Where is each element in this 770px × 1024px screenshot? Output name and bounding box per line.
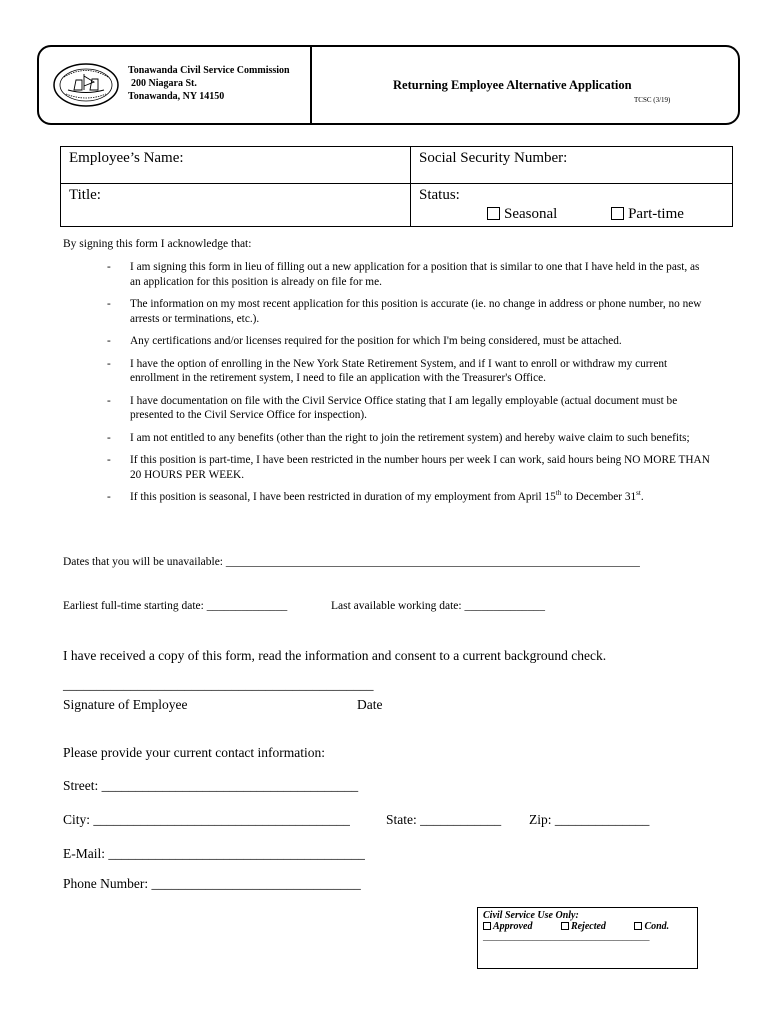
phone-field[interactable]: Phone Number: _______________________________ (63, 876, 361, 891)
street-field[interactable]: Street: ______________________________________ (63, 778, 359, 793)
list-item: - If this position is part-time, I have been restricted in the number hours per week I can work, said hours being NO MORE THAN 20 HOURS PER WEEK. (107, 454, 710, 481)
cond-checkbox[interactable] (634, 922, 642, 930)
ack-text: I am not entitled to any benefits (other than the right to join the retirement system) and hereby waive claim to such benefits; (130, 431, 690, 444)
ssn-label: Social Security Number: (419, 150, 568, 166)
signature-line[interactable]: ______________________________________________ (63, 677, 374, 692)
employee-name-field[interactable] (61, 147, 411, 184)
employee-name-label: Employee’s Name: (69, 150, 184, 166)
zip-field[interactable]: Zip: ______________ (529, 812, 650, 827)
employee-info-table (60, 146, 733, 227)
city-seal-logo (52, 62, 120, 108)
acknowledgement-list (107, 260, 712, 513)
org-block (128, 64, 290, 103)
status-field (411, 184, 733, 227)
date-label: Date (357, 697, 383, 712)
part-time-option[interactable] (611, 206, 684, 223)
rejected-label: Rejected (570, 921, 606, 932)
org-address-line2: Tonawanda, NY 14150 (128, 91, 225, 102)
ack-text: Any certifications and/or licenses required for the position for which I'm being considered, must be attached. (130, 335, 622, 347)
consent-statement: I have received a copy of this form, read the information and consent to a current background check. (63, 648, 607, 663)
list-item: - The information on my most recent application for this position is accurate (ie. no change in address or phone number, no new arrests or terminations, etc.). (107, 298, 702, 325)
civil-service-options (483, 921, 692, 932)
list-item: - I am signing this form in lieu of filling out a new application for a position that is similar to one that I have held in the past, as an application for this position is already on file for me. (107, 261, 700, 288)
seasonal-checkbox[interactable] (487, 207, 500, 220)
seasonal-label: Seasonal (504, 206, 558, 222)
org-name: Tonawanda Civil Service Commission (128, 65, 290, 76)
org-address-line1: 200 Niagara St. (131, 78, 197, 89)
contact-heading: Please provide your current contact information: (63, 745, 326, 760)
city-field[interactable]: City: ______________________________________ (63, 812, 350, 827)
civil-service-use-box (477, 907, 698, 969)
ack-text: If this position is part-time, I have been restricted in the number hours per week I can work, said hours being NO MORE THAN 20 HOURS PER WEEK. (130, 454, 710, 481)
rejected-option[interactable] (561, 921, 606, 932)
seasonal-option[interactable] (487, 206, 557, 223)
form-code: TCSC (3/19) (634, 96, 671, 104)
cond-option[interactable] (634, 921, 669, 932)
civil-service-title: Civil Service Use Only: (483, 910, 579, 921)
ack-text: I am signing this form in lieu of filling out a new application for a position that is similar to one that I have held in the past, as an application for this position is already on file for me. (130, 261, 700, 288)
state-field[interactable]: State: ____________ (386, 812, 502, 827)
list-item: - Any certifications and/or licenses required for the position for which I'm being considered, must be attached. (107, 335, 622, 347)
earliest-start-date-field[interactable]: Earliest full-time starting date: ______________ (63, 600, 288, 612)
list-item: - I have documentation on file with the Civil Service Office stating that I am legally employable (actual document must be presented to the Civil Service Office for inspection). (107, 394, 678, 421)
part-time-checkbox[interactable] (611, 207, 624, 220)
ssn-field[interactable] (411, 147, 733, 184)
ack-text: If this position is seasonal, I have been restricted in duration of my employment from April 15th to December 31st. (130, 489, 644, 503)
unavailable-dates-field[interactable]: Dates that you will be unavailable: ________________________________________________________________________ (63, 556, 640, 568)
title-field[interactable] (61, 184, 411, 227)
status-options (419, 206, 724, 223)
title-label: Title: (69, 187, 101, 203)
list-item: - I have the option of enrolling in the New York State Retirement System, and if I want to enroll or withdraw my current enrollment in the retirement system, I need to file an application with the Treasurer's Office. (107, 357, 668, 384)
status-label: Status: (419, 187, 460, 203)
rejected-checkbox[interactable] (561, 922, 569, 930)
approved-label: Approved (493, 921, 533, 932)
part-time-label: Part-time (628, 206, 684, 222)
list-item: - If this position is seasonal, I have been restricted in duration of my employment from April 15th to December 31st. (107, 489, 644, 503)
approved-checkbox[interactable] (483, 922, 491, 930)
document-title: Returning Employee Alternative Application (393, 78, 632, 92)
last-working-date-field[interactable]: Last available working date: ______________ (331, 600, 545, 612)
signature-label: Signature of Employee (63, 697, 188, 712)
ack-text: The information on my most recent application for this position is accurate (ie. no change in address or phone number, no new arrests or terminations, etc.). (130, 298, 702, 325)
cond-label: Cond. (644, 921, 670, 932)
ack-text: I have the option of enrolling in the New York State Retirement System, and if I want to enroll or withdraw my current enrollment in the retirement system, I need to file an application with the Treasurer's Office. (130, 357, 668, 384)
civil-service-signature-line[interactable]: _____________________________________ (483, 932, 650, 942)
header-divider (310, 45, 312, 125)
email-field[interactable]: E-Mail: ______________________________________ (63, 846, 365, 861)
list-item: - I am not entitled to any benefits (other than the right to join the retirement system) and hereby waive claim to such benefits; (107, 431, 690, 444)
ack-text: I have documentation on file with the Civil Service Office stating that I am legally employable (actual document must be presented to the Civil Service Office for inspection). (130, 394, 678, 421)
approved-option[interactable] (483, 921, 532, 932)
acknowledgement-intro: By signing this form I acknowledge that: (63, 238, 252, 250)
